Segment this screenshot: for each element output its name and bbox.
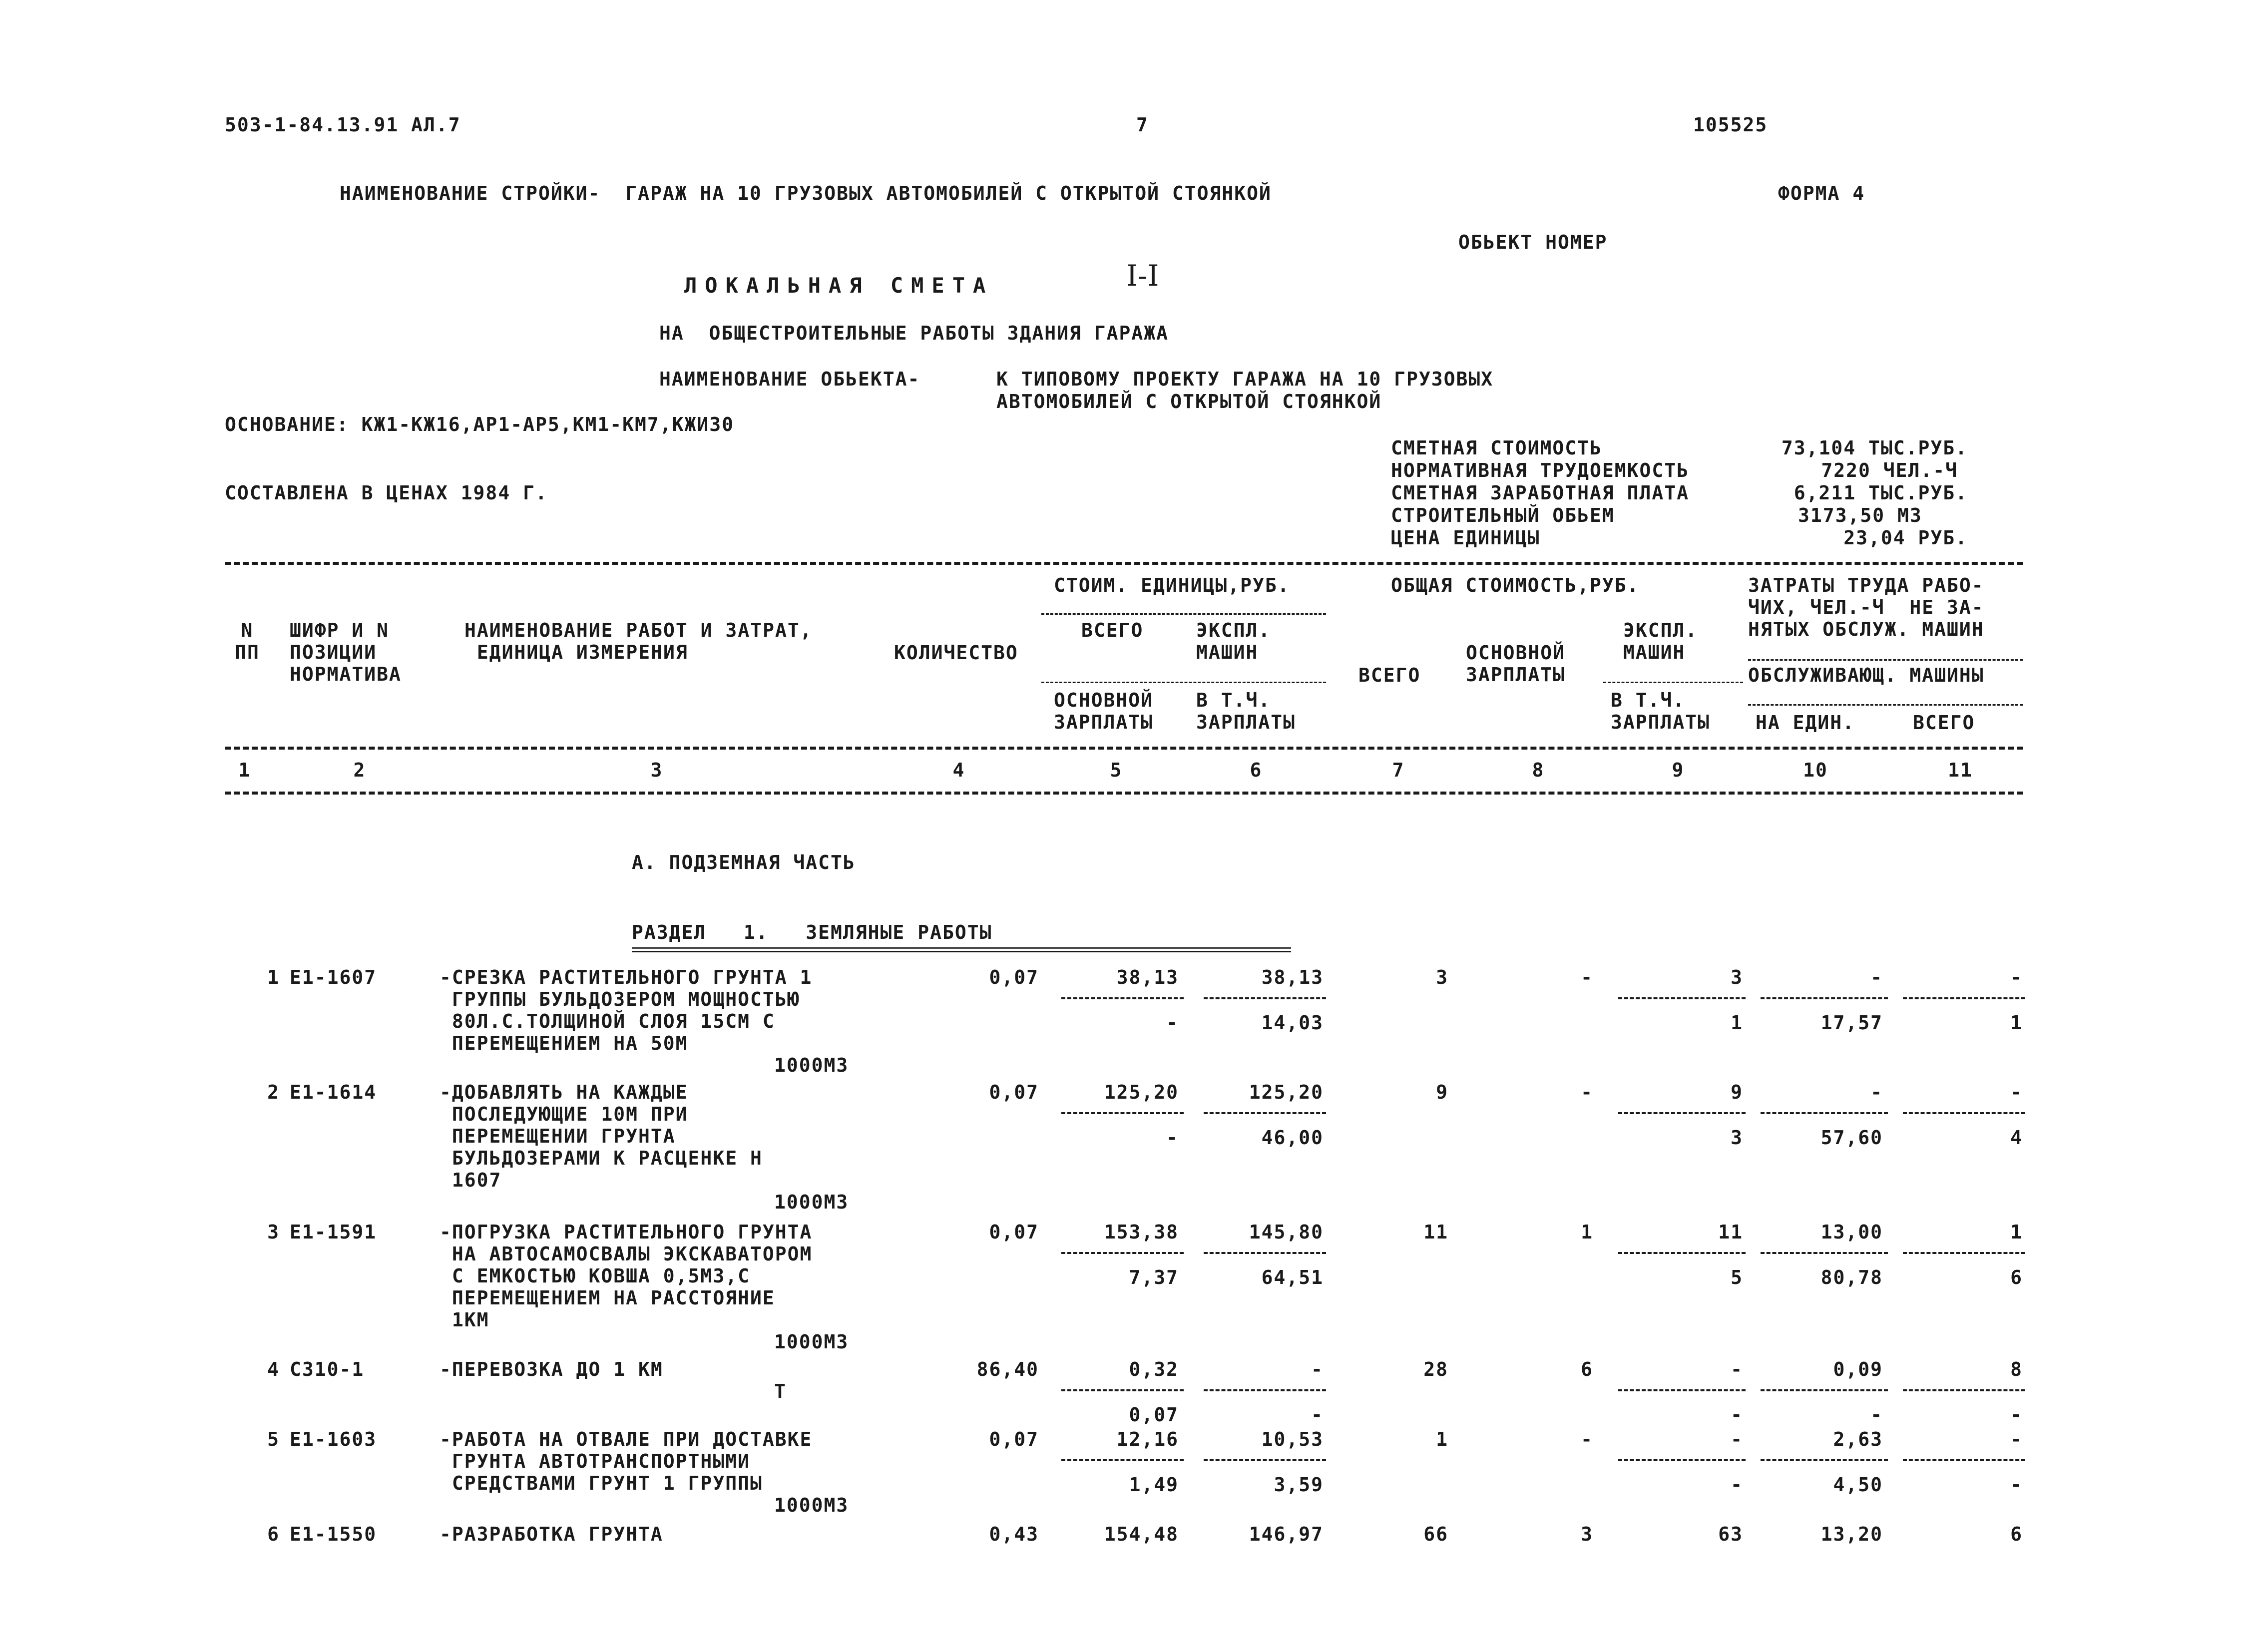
cell-c5a: 154,48 <box>1104 1523 1179 1545</box>
cell-unit: Т <box>774 1380 787 1402</box>
summary-label: СТРОИТЕЛЬНЫЙ ОБЬЕМ <box>1391 504 1615 526</box>
summary-label: ЦЕНА ЕДИНИЦЫ <box>1391 527 1540 549</box>
cell-c11b: - <box>2010 1474 2023 1496</box>
cell-c11a: 8 <box>2010 1358 2023 1380</box>
total-cost-header: ОБЩАЯ СТОИМОСТЬ,РУБ. <box>1391 574 1640 596</box>
cell-divider <box>1761 1112 1888 1114</box>
cell-code: Е1-1591 <box>290 1221 377 1243</box>
cell-c10a: 2,63 <box>1833 1428 1883 1450</box>
cell-n: 3 <box>267 1221 280 1243</box>
basis: ОСНОВАНИЕ: КЖ1-КЖ16,АР1-АР5,КМ1-КМ7,КЖИ30 <box>225 413 734 435</box>
cell-code: Е1-1614 <box>290 1081 377 1103</box>
summary-label: СМЕТНАЯ СТОИМОСТЬ <box>1391 437 1602 459</box>
cell-divider <box>1903 1389 2025 1391</box>
cell-c9a: 9 <box>1731 1081 1743 1103</box>
cell-c5b: 1,49 <box>1129 1474 1179 1496</box>
col-quantity-header: КОЛИЧЕСТВО <box>894 642 1018 664</box>
column-number: 8 <box>1532 759 1545 781</box>
cell-divider <box>1204 1252 1326 1254</box>
cell-c7: 66 <box>1423 1523 1448 1545</box>
cell-c10b: 80,78 <box>1820 1266 1883 1288</box>
cell-c9b: 5 <box>1731 1266 1743 1288</box>
cell-desc: -ДОБАВЛЯТЬ НА КАЖДЫЕ ПОСЛЕДУЮЩИЕ 10М ПРИ ПЕРЕМЕЩЕНИИ ГРУНТА БУЛЬДОЗЕРАМИ К РАСЦЕНКЕ Н 1607 <box>440 1081 763 1191</box>
cell-divider <box>1061 1389 1184 1391</box>
cell-c10a: - <box>1870 966 1883 988</box>
cell-divider <box>1204 1112 1326 1114</box>
cell-divider <box>1903 1112 2025 1114</box>
estimate-number: I-I <box>1126 259 1159 293</box>
summary-value: 7220 ЧЕЛ.-Ч <box>1821 459 1958 481</box>
col6-top-header: ЭКСПЛ. МАШИН <box>1196 619 1271 663</box>
header-rule <box>1748 704 2023 706</box>
summary-value: 6,211 ТЫС.РУБ. <box>1794 482 1968 504</box>
cell-qty: 0,07 <box>989 1428 1039 1450</box>
cell-n: 2 <box>267 1081 280 1103</box>
object-label: НАИМЕНОВАНИЕ ОБЬЕКТА- <box>659 368 920 390</box>
cell-divider <box>1061 1459 1184 1461</box>
cell-divider <box>1204 997 1326 999</box>
cell-c11a: 1 <box>2010 1221 2023 1243</box>
cell-qty: 0,43 <box>989 1523 1039 1545</box>
cell-n: 6 <box>267 1523 280 1545</box>
estimate-subject: НА ОБЩЕСТРОИТЕЛЬНЫЕ РАБОТЫ ЗДАНИЯ ГАРАЖА <box>659 322 1169 344</box>
cell-c6b: 64,51 <box>1261 1266 1324 1288</box>
cell-c11a: 6 <box>2010 1523 2023 1545</box>
object-number-label: ОБЬЕКТ НОМЕР <box>1458 231 1608 253</box>
table-top-rule <box>225 562 2023 565</box>
cell-c5a: 0,32 <box>1129 1358 1179 1380</box>
cell-c8: 1 <box>1581 1221 1593 1243</box>
cell-code: С310-1 <box>290 1358 365 1380</box>
cell-desc: -РАЗРАБОТКА ГРУНТА <box>440 1523 663 1545</box>
cell-code: Е1-1607 <box>290 966 377 988</box>
cell-divider <box>1061 997 1184 999</box>
cell-c5b: - <box>1166 1012 1179 1034</box>
object-name-line-1: К ТИПОВОМУ ПРОЕКТУ ГАРАЖА НА 10 ГРУЗОВЫХ <box>996 368 1494 390</box>
cell-divider <box>1061 1252 1184 1254</box>
header-bottom-rule <box>225 747 2023 750</box>
cell-c10b: 4,50 <box>1833 1474 1883 1496</box>
cell-c6a: 10,53 <box>1261 1428 1324 1450</box>
cell-divider <box>1618 1389 1746 1391</box>
cell-c6a: 38,13 <box>1261 966 1324 988</box>
cell-code: Е1-1603 <box>290 1428 377 1450</box>
column-number: 9 <box>1672 759 1685 781</box>
cell-c5a: 38,13 <box>1116 966 1179 988</box>
col-number-header: N ПП <box>235 619 260 663</box>
section-title: РАЗДЕЛ 1. ЗЕМЛЯНЫЕ РАБОТЫ <box>632 921 992 943</box>
cell-divider <box>1618 1112 1746 1114</box>
summary-label: СМЕТНАЯ ЗАРАБОТНАЯ ПЛАТА <box>1391 482 1690 504</box>
cell-c8: 3 <box>1581 1523 1593 1545</box>
cell-divider <box>1061 1112 1184 1114</box>
section-underline <box>632 947 1291 952</box>
part-title: А. ПОДЗЕМНАЯ ЧАСТЬ <box>632 851 856 873</box>
cell-c7: 11 <box>1423 1221 1448 1243</box>
header-rule <box>1603 682 1743 683</box>
cell-c11a: - <box>2010 966 2023 988</box>
cell-c9b: - <box>1731 1474 1743 1496</box>
cell-desc: -ПЕРЕВОЗКА ДО 1 КМ <box>440 1358 663 1380</box>
column-number: 5 <box>1110 759 1123 781</box>
summary-value: 23,04 РУБ. <box>1843 527 1968 549</box>
cell-c9a: 3 <box>1731 966 1743 988</box>
object-name-line-2: АВТОМОБИЛЕЙ С ОТКРЫТОЙ СТОЯНКОЙ <box>996 391 1382 413</box>
cell-code: Е1-1550 <box>290 1523 377 1545</box>
cell-qty: 86,40 <box>976 1358 1039 1380</box>
header-rule <box>1748 659 2023 661</box>
cell-n: 4 <box>267 1358 280 1380</box>
unit-cost-header: СТОИМ. ЕДИНИЦЫ,РУБ. <box>1054 574 1290 596</box>
cell-divider <box>1903 1459 2025 1461</box>
cell-unit: 1000М3 <box>774 1054 849 1076</box>
cell-c5b: - <box>1166 1127 1179 1149</box>
cell-c9a: 11 <box>1718 1221 1743 1243</box>
cell-c6b: 14,03 <box>1261 1012 1324 1034</box>
column-number: 10 <box>1803 759 1828 781</box>
column-number: 11 <box>1948 759 1973 781</box>
cell-c11b: 1 <box>2010 1012 2023 1034</box>
cell-c11b: 4 <box>2010 1127 2023 1149</box>
cell-divider <box>1761 1252 1888 1254</box>
cell-desc: -РАБОТА НА ОТВАЛЕ ПРИ ДОСТАВКЕ ГРУНТА АВТОТРАНСПОРТНЫМИ СРЕДСТВАМИ ГРУНТ 1 ГРУППЫ <box>440 1428 813 1494</box>
col7-header: ВСЕГО <box>1358 664 1421 686</box>
column-numbers-rule <box>225 792 2023 795</box>
column-number: 7 <box>1392 759 1405 781</box>
cell-desc: -ПОГРУЗКА РАСТИТЕЛЬНОГО ГРУНТА НА АВТОСАМОСВАЛЫ ЭКСКАВАТОРОМ С ЕМКОСТЬЮ КОВША 0,5М3,С ПЕРЕМЕЩЕНИЕМ НА РАССТОЯНИЕ 1КМ <box>440 1221 813 1331</box>
header-rule <box>1041 682 1326 683</box>
cell-unit: 1000М3 <box>774 1494 849 1516</box>
cell-divider <box>1903 1252 2025 1254</box>
labor-header: ЗАТРАТЫ ТРУДА РАБО- ЧИХ, ЧЕЛ.-Ч НЕ ЗА- НЯТЫХ ОБСЛУЖ. МАШИН <box>1748 574 1984 640</box>
col11-header: ВСЕГО <box>1913 712 1975 734</box>
archive-number: 105525 <box>1693 114 1768 136</box>
cell-c6b: - <box>1311 1404 1324 1426</box>
cell-qty: 0,07 <box>989 1221 1039 1243</box>
col9-top-header: ЭКСПЛ. МАШИН <box>1623 619 1698 663</box>
summary-value: 73,104 ТЫС.РУБ. <box>1781 437 1968 459</box>
cell-c9a: 63 <box>1718 1523 1743 1545</box>
cell-c7: 3 <box>1436 966 1448 988</box>
cell-c8: 6 <box>1581 1358 1593 1380</box>
cell-qty: 0,07 <box>989 1081 1039 1103</box>
construction-name: НАИМЕНОВАНИЕ СТРОЙКИ- ГАРАЖ НА 10 ГРУЗОВЫХ АВТОМОБИЛЕЙ С ОТКРЫТОЙ СТОЯНКОЙ <box>340 182 1272 204</box>
cell-c10a: 0,09 <box>1833 1358 1883 1380</box>
cell-c8: - <box>1581 966 1593 988</box>
cell-divider <box>1761 1389 1888 1391</box>
form-label: ФОРМА 4 <box>1778 182 1865 204</box>
cell-c11b: - <box>2010 1404 2023 1426</box>
cell-c10a: 13,20 <box>1820 1523 1883 1545</box>
cell-c11a: - <box>2010 1428 2023 1450</box>
cell-c10a: - <box>1870 1081 1883 1103</box>
cell-c6a: 146,97 <box>1249 1523 1324 1545</box>
cell-c7: 9 <box>1436 1081 1448 1103</box>
cell-c5b: 0,07 <box>1129 1404 1179 1426</box>
cell-c6a: 145,80 <box>1249 1221 1324 1243</box>
cell-c11a: - <box>2010 1081 2023 1103</box>
cell-qty: 0,07 <box>989 966 1039 988</box>
cell-c10b: 17,57 <box>1820 1012 1883 1034</box>
cell-c6b: 46,00 <box>1261 1127 1324 1149</box>
column-number: 3 <box>650 759 663 781</box>
cell-divider <box>1761 1459 1888 1461</box>
cell-c8: - <box>1581 1081 1593 1103</box>
summary-value: 3173,50 М3 <box>1798 504 1922 526</box>
col10-header: НА ЕДИН. <box>1756 712 1855 734</box>
cell-c10a: 13,00 <box>1820 1221 1883 1243</box>
cell-c6a: 125,20 <box>1249 1081 1324 1103</box>
estimate-title: ЛОКАЛЬНАЯ СМЕТА <box>684 273 994 298</box>
column-number: 4 <box>952 759 965 781</box>
cell-c6a: - <box>1311 1358 1324 1380</box>
col9-bottom-header: В Т.Ч. ЗАРПЛАТЫ <box>1611 689 1711 733</box>
price-level: СОСТАВЛЕНА В ЦЕНАХ 1984 Г. <box>225 482 548 504</box>
cell-divider <box>1903 997 2025 999</box>
col-code-header: ШИФР И N ПОЗИЦИИ НОРМАТИВА <box>290 619 402 685</box>
cell-c6b: 3,59 <box>1274 1474 1324 1496</box>
header-rule <box>1041 613 1326 615</box>
col5-top-header: ВСЕГО <box>1081 619 1144 641</box>
cell-c9b: 3 <box>1731 1127 1743 1149</box>
col5-bottom-header: ОСНОВНОЙ ЗАРПЛАТЫ <box>1054 689 1154 733</box>
column-number: 2 <box>353 759 366 781</box>
cell-c9b: - <box>1731 1404 1743 1426</box>
cell-n: 5 <box>267 1428 280 1450</box>
cell-divider <box>1618 1459 1746 1461</box>
cell-c5a: 153,38 <box>1104 1221 1179 1243</box>
cell-n: 1 <box>267 966 280 988</box>
cell-desc: -СРЕЗКА РАСТИТЕЛЬНОГО ГРУНТА 1 ГРУППЫ БУЛЬДОЗЕРОМ МОЩНОСТЬЮ 80Л.С.ТОЛЩИНОЙ СЛОЯ 15СМ С ПЕРЕМЕЩЕНИЕМ НА 50М <box>440 966 813 1054</box>
cell-unit: 1000М3 <box>774 1331 849 1353</box>
column-number: 6 <box>1250 759 1263 781</box>
col-description-header: НАИМЕНОВАНИЕ РАБОТ И ЗАТРАТ, ЕДИНИЦА ИЗМЕРЕНИЯ <box>464 619 813 663</box>
col8-header: ОСНОВНОЙ ЗАРПЛАТЫ <box>1466 642 1566 686</box>
col10-11-middle-header: ОБСЛУЖИВАЮЩ. МАШИНЫ <box>1748 664 1984 686</box>
cell-divider <box>1761 997 1888 999</box>
cell-c7: 28 <box>1423 1358 1448 1380</box>
cell-c5a: 125,20 <box>1104 1081 1179 1103</box>
cell-c11b: 6 <box>2010 1266 2023 1288</box>
cell-c9b: 1 <box>1731 1012 1743 1034</box>
cell-c5b: 7,37 <box>1129 1266 1179 1288</box>
cell-c7: 1 <box>1436 1428 1448 1450</box>
cell-c9a: - <box>1731 1428 1743 1450</box>
cell-c10b: 57,60 <box>1820 1127 1883 1149</box>
summary-label: НОРМАТИВНАЯ ТРУДОЕМКОСТЬ <box>1391 459 1690 481</box>
cell-divider <box>1204 1389 1326 1391</box>
page-number: 7 <box>1136 114 1149 136</box>
cell-c10b: - <box>1870 1404 1883 1426</box>
doc-code: 503-1-84.13.91 АЛ.7 <box>225 114 461 136</box>
cell-c9a: - <box>1731 1358 1743 1380</box>
cell-divider <box>1618 1252 1746 1254</box>
cell-c8: - <box>1581 1428 1593 1450</box>
cell-unit: 1000М3 <box>774 1191 849 1213</box>
cell-divider <box>1204 1459 1326 1461</box>
col6-bottom-header: В Т.Ч. ЗАРПЛАТЫ <box>1196 689 1296 733</box>
cell-divider <box>1618 997 1746 999</box>
column-number: 1 <box>238 759 251 781</box>
cell-c5a: 12,16 <box>1116 1428 1179 1450</box>
